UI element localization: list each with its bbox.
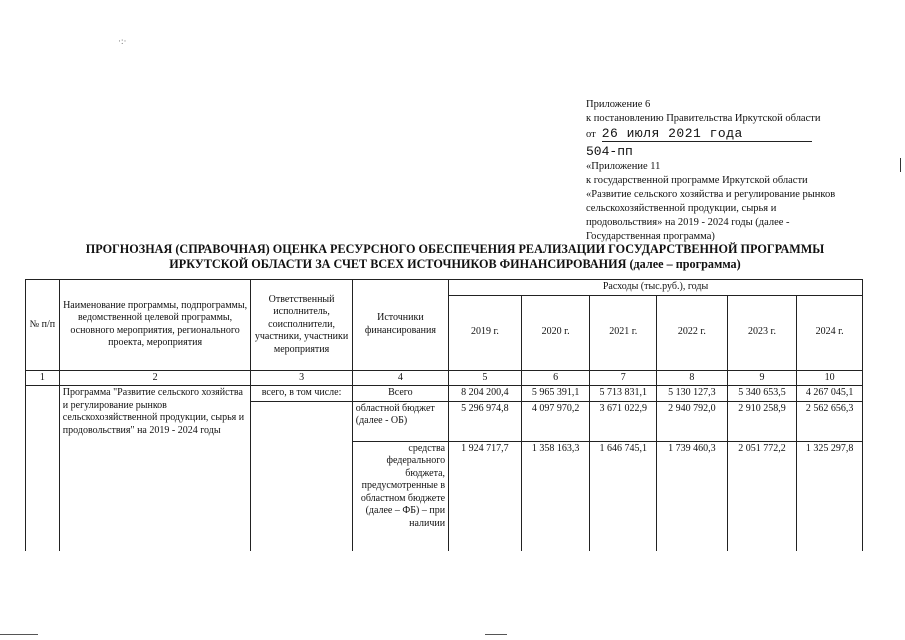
- document-title-line-2: ИРКУТСКОЙ ОБЛАСТИ ЗА СЧЕТ ВСЕХ ИСТОЧНИКОВ ФИНАНСИРОВАНИЯ (далее – программа): [169, 257, 741, 271]
- signature-date: 26 июля 2021 года: [602, 126, 812, 142]
- scan-smudge: ·:·: [118, 36, 127, 46]
- header-source: Источники финансирования: [352, 280, 448, 371]
- value-cell: 4 267 045,1: [797, 386, 863, 402]
- header-year: 2023 г.: [727, 295, 797, 370]
- header-year: 2019 г.: [449, 295, 522, 370]
- annex-line-1: Приложение 6: [586, 99, 651, 110]
- header-year: 2020 г.: [521, 295, 590, 370]
- value-cell: 8 204 200,4: [449, 386, 522, 402]
- column-number: 2: [59, 370, 251, 386]
- annex-line-7: продовольствия» на 2019 - 2024 годы (далее -: [586, 217, 790, 228]
- header-expenses: Расходы (тыс.руб.), годы: [449, 280, 863, 296]
- value-cell: 1 924 717,7: [449, 441, 522, 551]
- resource-table: [25, 279, 863, 551]
- value-cell: 5 713 831,1: [590, 386, 657, 402]
- header-num: № п/п: [26, 280, 60, 371]
- value-cell: 1 739 460,3: [657, 441, 728, 551]
- column-number: 10: [797, 370, 863, 386]
- program-executor: всего, в том числе:: [251, 386, 352, 402]
- value-cell: 2 562 656,3: [797, 401, 863, 441]
- column-number: 3: [251, 370, 352, 386]
- header-year: 2024 г.: [797, 295, 863, 370]
- executor-blank-cell: [251, 401, 352, 551]
- row-number-cell: [26, 386, 60, 552]
- value-cell: 1 325 297,8: [797, 441, 863, 551]
- scan-edge-line: [485, 634, 507, 635]
- header-executor: Ответственный исполнитель, соисполнители, участники, участники мероприятия: [251, 280, 352, 371]
- value-cell: 4 097 970,2: [521, 401, 590, 441]
- scan-edge-line: [0, 634, 38, 635]
- annex-line-5: «Развитие сельского хозяйства и регулирование рынков: [586, 189, 836, 200]
- header-year: 2021 г.: [590, 295, 657, 370]
- date-from-label: от: [586, 129, 596, 140]
- scan-margin-mark: [900, 158, 901, 172]
- value-cell: 5 965 391,1: [521, 386, 590, 402]
- annex-block: [586, 98, 856, 244]
- value-cell: 2 910 258,9: [727, 401, 797, 441]
- header-name: Наименование программы, подпрограммы, ведомственной целевой программы, основного мероприятия, регионального проекта, мероприятия: [59, 280, 251, 371]
- column-number: 1: [26, 370, 60, 386]
- resolution-number: 504-пп: [586, 144, 633, 159]
- value-cell: 5 130 127,3: [657, 386, 728, 402]
- value-cell: 3 671 022,9: [590, 401, 657, 441]
- document-title-line-1: ПРОГНОЗНАЯ (СПРАВОЧНАЯ) ОЦЕНКА РЕСУРСНОГО ОБЕСПЕЧЕНИЯ РЕАЛИЗАЦИИ ГОСУДАРСТВЕННОЙ ПРОГРАММЫ: [85, 242, 825, 256]
- table-row: [26, 386, 863, 402]
- column-number: 8: [657, 370, 728, 386]
- signature-date-row: [586, 126, 856, 142]
- annex-line-4: к государственной программе Иркутской области: [586, 175, 808, 186]
- value-cell: 5 296 974,8: [449, 401, 522, 441]
- column-number: 9: [727, 370, 797, 386]
- source-cell: Всего: [352, 386, 448, 402]
- header-year: 2022 г.: [657, 295, 728, 370]
- column-number: 6: [521, 370, 590, 386]
- value-cell: 5 340 653,5: [727, 386, 797, 402]
- annex-line-2: к постановлению Правительства Иркутской области: [586, 113, 821, 124]
- source-cell: областной бюджет (далее - ОБ): [352, 401, 448, 441]
- annex-line-8: Государственная программа): [586, 231, 715, 242]
- column-number: 5: [449, 370, 522, 386]
- program-name: Программа "Развитие сельского хозяйства и регулирование рынков сельскохозяйственной продукции, сырья и продовольствия" на 2019 - 2024 годы: [59, 386, 251, 552]
- source-cell: средства федерального бюджета, предусмотренные в областном бюджете (далее – ФБ) – при наличии: [352, 441, 448, 551]
- annex-line-3: «Приложение 11: [586, 161, 661, 172]
- value-cell: 1 358 163,3: [521, 441, 590, 551]
- value-cell: 1 646 745,1: [590, 441, 657, 551]
- value-cell: 2 051 772,2: [727, 441, 797, 551]
- value-cell: 2 940 792,0: [657, 401, 728, 441]
- column-number: 4: [352, 370, 448, 386]
- column-number: 7: [590, 370, 657, 386]
- column-number-row: [26, 370, 863, 386]
- document-title: [40, 242, 870, 272]
- annex-line-6: сельскохозяйственной продукции, сырья и: [586, 203, 777, 214]
